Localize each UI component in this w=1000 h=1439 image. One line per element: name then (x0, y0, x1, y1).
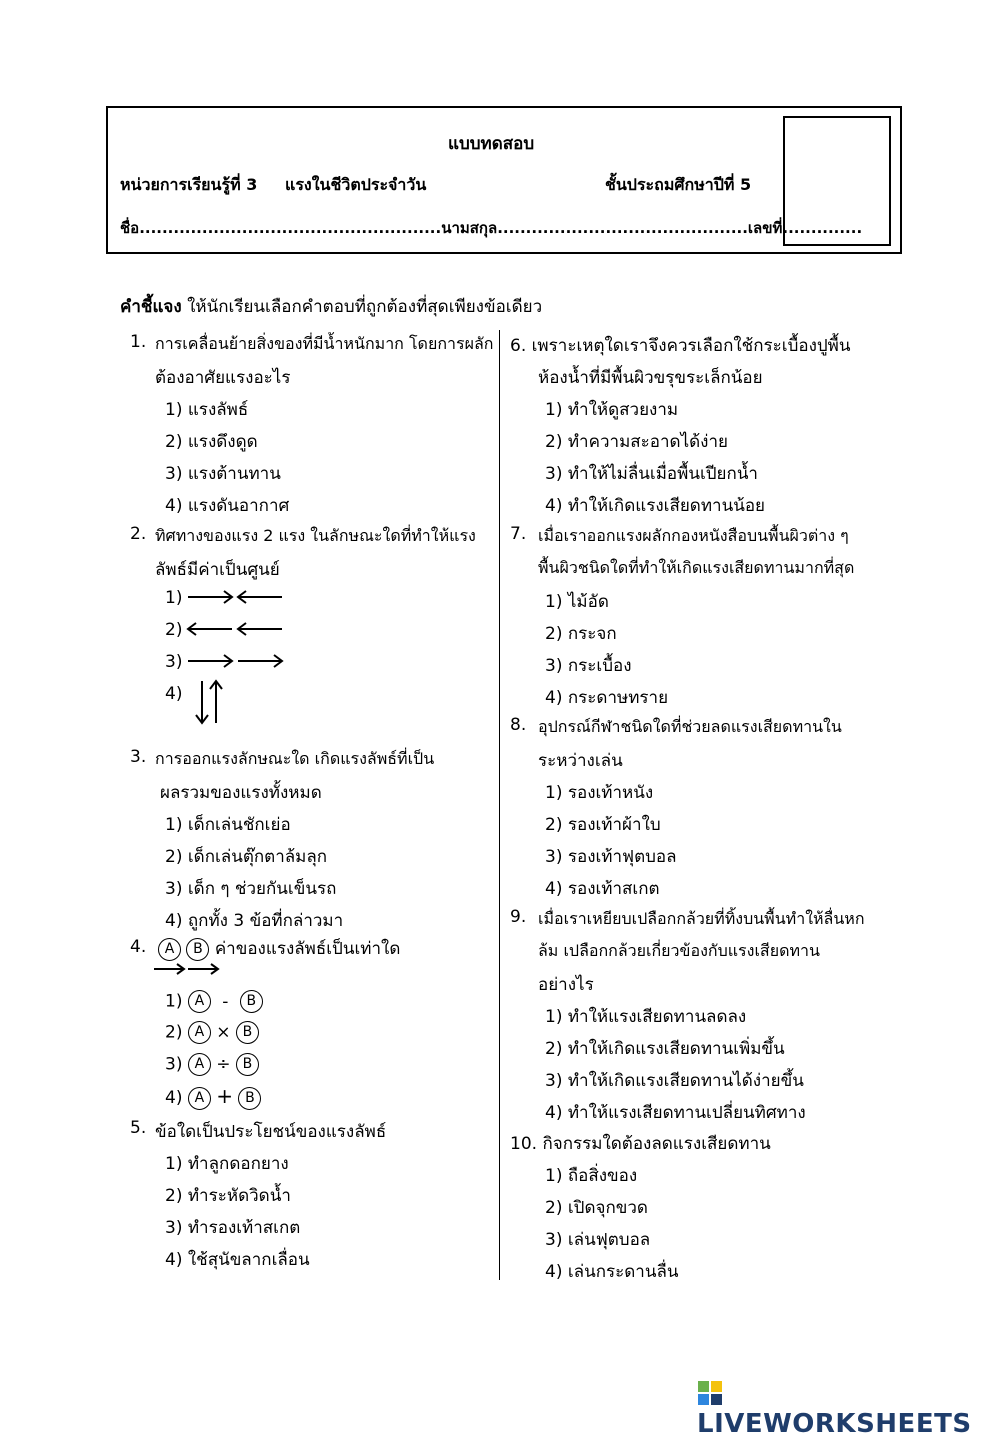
q7-option-4[interactable]: 4) กระดาษทราย (545, 688, 669, 708)
force-a-symbol: A (188, 1087, 211, 1110)
q7-option-1[interactable]: 1) ไม้อัด (545, 592, 609, 612)
instruction-label: คำชี้แจง (120, 297, 182, 317)
minus-operator: - (222, 991, 229, 1012)
q9-option-2[interactable]: 2) ทำให้เกิดแรงเสียดทานเพิ่มขึ้น (545, 1039, 785, 1059)
unit-name: แรงในชีวิตประจำวัน (285, 175, 427, 194)
q7-option-2[interactable]: 2) กระจก (545, 624, 617, 644)
q3-option-2[interactable]: 2) เด็กเล่นตุ๊กตาล้มลุก (165, 847, 328, 867)
q1-option-1[interactable]: 1) แรงลัพธ์ (165, 400, 249, 420)
instruction-text: ให้นักเรียนเลือกคำตอบที่ถูกต้องที่สุดเพียงข้อเดียว (187, 297, 543, 317)
force-b-symbol: B (240, 990, 263, 1013)
q6-line1: 6. เพราะเหตุใดเราจึงควรเลือกใช้กระเบื้องปูพื้น (510, 336, 851, 356)
q6-line2: ห้องน้ำที่มีพื้นผิวขรุขระเล็กน้อย (538, 368, 763, 388)
unit-label: หน่วยการเรียนรู้ที่ 3 (120, 175, 258, 194)
q3-line2: ผลรวมของแรงทั้งหมด (160, 783, 322, 803)
q3-option-1[interactable]: 1) เด็กเล่นชักเย่อ (165, 815, 291, 835)
q10-option-1[interactable]: 1) ถือสิ่งของ (545, 1166, 638, 1186)
arrows-opposite-inward-icon (188, 591, 282, 603)
q2-line1: ทิศทางของแรง 2 แรง ในลักษณะใดที่ทำให้แรง (155, 526, 476, 545)
q9-option-4[interactable]: 4) ทำให้แรงเสียดทานเปลี่ยนทิศทาง (545, 1103, 806, 1123)
q6-option-1[interactable]: 1) ทำให้ดูสวยงาม (545, 400, 679, 420)
q3-option-4[interactable]: 4) ถูกทั้ง 3 ข้อที่กล่าวมา (165, 911, 344, 931)
q1-line2: ต้องอาศัยแรงอะไร (155, 368, 291, 388)
q5-option-2[interactable]: 2) ทำระหัดวิดน้ำ (165, 1186, 291, 1206)
q8-line2: ระหว่างเล่น (538, 751, 623, 771)
q2-arrow-diagrams (180, 585, 290, 730)
force-a-symbol: A (158, 938, 181, 961)
q5-option-1[interactable]: 1) ทำลูกดอกยาง (165, 1154, 289, 1174)
grade-label: ชั้นประถมศึกษาปีที่ 5 (605, 175, 752, 194)
force-b-symbol: B (238, 1087, 261, 1110)
q9-line3: อย่างไร (538, 975, 594, 995)
liveworksheets-logo (697, 1379, 1000, 1439)
force-a-symbol: A (188, 1021, 211, 1044)
q7-number: 7. (510, 524, 527, 544)
q6-option-4[interactable]: 4) ทำให้เกิดแรงเสียดทานน้อย (545, 496, 765, 516)
q1-option-2[interactable]: 2) แรงดึงดูด (165, 432, 258, 452)
q8-number: 8. (510, 715, 527, 735)
name-line[interactable]: ชื่อ.....................................................นามสกุล............................................เลขที่.............. (120, 219, 863, 237)
q8-option-2[interactable]: 2) รองเท้าผ้าใบ (545, 815, 661, 835)
multiply-operator: × (216, 1022, 231, 1043)
q2-option-2[interactable]: 2) (165, 620, 183, 640)
q5-option-3[interactable]: 3) ทำรองเท้าสเกต (165, 1218, 301, 1238)
q2-option-3[interactable]: 3) (165, 652, 183, 672)
q4-option-3-label: 3) (165, 1054, 183, 1075)
q9-option-1[interactable]: 1) ทำให้แรงเสียดทานลดลง (545, 1007, 747, 1027)
q2-number: 2. (130, 524, 147, 544)
arrows-same-right-icon (188, 655, 282, 667)
q4-arrows-icon (152, 961, 222, 977)
q9-option-3[interactable]: 3) ทำให้เกิดแรงเสียดทานได้ง่ายขึ้น (545, 1071, 804, 1091)
force-b-symbol: B (236, 1021, 259, 1044)
q1-option-3[interactable]: 3) แรงต้านทาน (165, 464, 281, 484)
arrows-vertical-icon (196, 681, 222, 723)
q5-number: 5. (130, 1118, 147, 1138)
q3-line1: การออกแรงลักษณะใด เกิดแรงลัพธ์ที่เป็น (155, 749, 435, 768)
q5-line1: ข้อใดเป็นประโยชน์ของแรงลัพธ์ (155, 1122, 387, 1142)
force-b-symbol: B (236, 1053, 259, 1076)
q4-stem (158, 935, 400, 962)
q6-option-3[interactable]: 3) ทำให้ไม่ลื่นเมื่อพื้นเปียกน้ำ (545, 464, 758, 484)
q10-option-4[interactable]: 4) เล่นกระดานลื่น (545, 1262, 679, 1282)
q7-line2: พื้นผิวชนิดใดที่ทำให้เกิดแรงเสียดทานมากที่สุด (538, 558, 855, 577)
q10-line1: 10. กิจกรรมใดต้องลดแรงเสียดทาน (510, 1134, 771, 1154)
test-title: แบบทดสอบ (448, 134, 535, 154)
q7-option-3[interactable]: 3) กระเบื้อง (545, 656, 632, 676)
q4-option-1[interactable] (165, 990, 263, 1013)
plus-operator: + (216, 1084, 234, 1108)
q4-number: 4. (130, 937, 147, 957)
liveworksheets-logo-text: LIVEWORKSHEETS (697, 1409, 972, 1439)
q6-option-2[interactable]: 2) ทำความสะอาดได้ง่าย (545, 432, 728, 452)
q4-option-4[interactable] (165, 1084, 261, 1110)
q4-option-1-label: 1) (165, 991, 183, 1012)
q7-line1: เมื่อเราออกแรงผลักกองหนังสือบนพื้นผิวต่าง ๆ (538, 526, 849, 545)
q4-text: ค่าของแรงลัพธ์เป็นเท่าใด (214, 939, 401, 959)
force-b-symbol: B (186, 938, 209, 961)
q1-option-4[interactable]: 4) แรงดันอากาศ (165, 496, 290, 516)
force-a-symbol: A (188, 990, 211, 1013)
divide-operator: ÷ (216, 1054, 231, 1075)
q9-line2: ล้ม เปลือกกล้วยเกี่ยวข้องกับแรงเสียดทาน (538, 941, 820, 960)
q10-option-2[interactable]: 2) เปิดจุกขวด (545, 1198, 648, 1218)
force-a-symbol: A (188, 1053, 211, 1076)
q2-option-4[interactable]: 4) (165, 684, 183, 704)
q4-option-2-label: 2) (165, 1022, 183, 1043)
q8-option-1[interactable]: 1) รองเท้าหนัง (545, 783, 654, 803)
q5-option-4[interactable]: 4) ใช้สุนัขลากเลื่อน (165, 1250, 310, 1270)
q3-option-3[interactable]: 3) เด็ก ๆ ช่วยกันเข็นรถ (165, 879, 337, 899)
q4-option-4-label: 4) (165, 1088, 183, 1108)
q8-line1: อุปกรณ์กีฬาชนิดใดที่ช่วยลดแรงเสียดทานใน (538, 717, 842, 736)
q2-line2: ลัพธ์มีค่าเป็นศูนย์ (155, 560, 280, 580)
q9-number: 9. (510, 907, 527, 927)
q1-line1: การเคลื่อนย้ายสิ่งของที่มีน้ำหนักมาก โดยการผลัก (155, 334, 494, 353)
q8-option-3[interactable]: 3) รองเท้าฟุตบอล (545, 847, 677, 867)
arrows-same-left-icon (188, 623, 282, 635)
q9-line1: เมื่อเราเหยียบเปลือกกล้วยที่ทิ้งบนพื้นทำให้ลื่นหก (538, 909, 865, 928)
column-divider (499, 330, 500, 1280)
q8-option-4[interactable]: 4) รองเท้าสเกต (545, 879, 660, 899)
q4-option-2[interactable] (165, 1021, 259, 1044)
liveworksheets-logo-icon (697, 1380, 723, 1406)
q1-number: 1. (130, 332, 147, 352)
instruction (120, 293, 542, 320)
q10-option-3[interactable]: 3) เล่นฟุตบอล (545, 1230, 651, 1250)
q3-number: 3. (130, 747, 147, 767)
q2-option-1[interactable]: 1) (165, 588, 183, 608)
q4-option-3[interactable] (165, 1053, 259, 1076)
